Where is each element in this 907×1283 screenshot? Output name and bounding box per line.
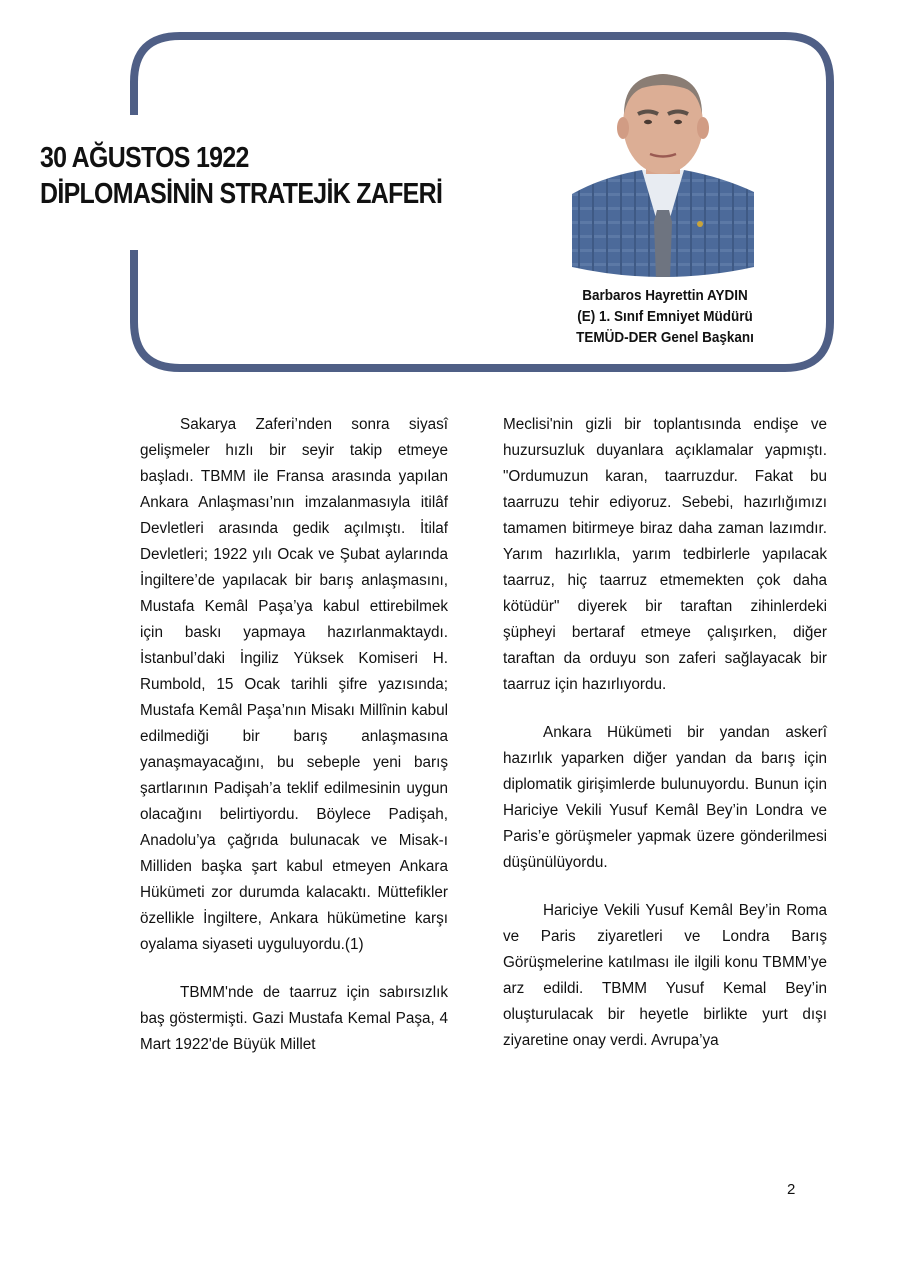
author-caption bbox=[535, 285, 796, 348]
article-column-right bbox=[503, 412, 827, 1076]
article-column-left bbox=[140, 412, 448, 1080]
page-number: 2 bbox=[787, 1181, 796, 1198]
author-organization: TEMÜD-DER Genel Başkanı bbox=[576, 329, 754, 346]
paragraph: Meclisi'nin gizli bir toplantısında endişe ve huzursuzluk duyanlara açıklamalar yapmıştı. "Ordumuzun karan, taarruzdur. Fakat bu taarruzu tehir ediyoruz. Sebebi, hazırlığımızı tamamen bitirmeye biraz daha zaman lazımdır. Yarım hazırlıkla, yarım tedbirlerle yapılacak taarruz, hiç taarruz etmemekten çok daha kötüdür" diyerek bir taraftan zihinlerdeki şüpheyi bertaraf etmeye çalışırken, diğer taraftan da orduyu son zaferi sağlayacak bir taarruz için hazırlıyordu. bbox=[503, 416, 827, 693]
paragraph: Ankara Hükümeti bir yandan askerî hazırlık yaparken diğer yandan da barış için diplomatik girişimlerde bulunuyordu. Bunun için Hariciye Vekili Yusuf Kemâl Bey’in Londra ve Paris’e görüşmeler yapmak üzere gönderilmesi düşünülüyordu. bbox=[503, 724, 827, 871]
paragraph: TBMM'nde de taarruz için sabırsızlık baş göstermişti. Gazi Mustafa Kemal Paşa, 4 Mart 1922'de Büyük Millet bbox=[140, 984, 448, 1053]
author-name: Barbaros Hayrettin AYDIN bbox=[582, 287, 748, 304]
author-role: (E) 1. Sınıf Emniyet Müdürü bbox=[577, 308, 753, 325]
title-line-date: 30 AĞUSTOS 1922 bbox=[40, 142, 249, 174]
title-line-subject: DİPLOMASİNİN STRATEJİK ZAFERİ bbox=[40, 178, 443, 210]
paragraph: Sakarya Zaferi’nden sonra siyasî gelişmeler hızlı bir seyir takip etmeye başladı. TBMM ile Fransa arasında yapılan Ankara Anlaşması’nın imzalanmasıyla itilâf Devletleri arasında gedik açılmıştı. İtilaf Devletleri; 1922 yılı Ocak ve Şubat aylarında İngiltere’de yapılacak bir barış anlaşmasını, Mustafa Kemâl Paşa’ya kabul ettirebilmek için baskı yapmaya hazırlanmaktaydı. İstanbul’daki İngiliz Yüksek Komiseri H. Rumbold, 15 Ocak tarihli şifre yazısında; Mustafa Kemâl Paşa’nın Misakı Millînin kabul edilmediği bir barış anlaşmasına yanaşmayacağını, bu sebeple yeni barış şartlarının Padişah’a teklif edilmesinin uygun olacağını belirtiyordu. Böylece Padişah, Anadolu’ya çağrıda bulunacak ve Misak-ı Milliden başka şart kabul etmeyen Ankara Hükümeti zor durumda kalacaktı. Müttefikler özellikle İngiltere, Ankara hükümetine karşı oyalama siyaseti uyguluyordu.(1) bbox=[140, 416, 448, 953]
article-title bbox=[40, 140, 442, 212]
tie bbox=[654, 210, 672, 280]
paragraph: Hariciye Vekili Yusuf Kemâl Bey’in Roma ve Paris ziyaretleri ve Londra Barış Görüşmelerine katılması ile ilgili konu TBMM’ye arz edildi. TBMM Yusuf Kemal Bey’in oluşturulacak bir heyetle birlikte yurt dışı ziyaretine onay verdi. Avrupa’ya bbox=[503, 902, 827, 1049]
author-photo bbox=[572, 62, 754, 280]
